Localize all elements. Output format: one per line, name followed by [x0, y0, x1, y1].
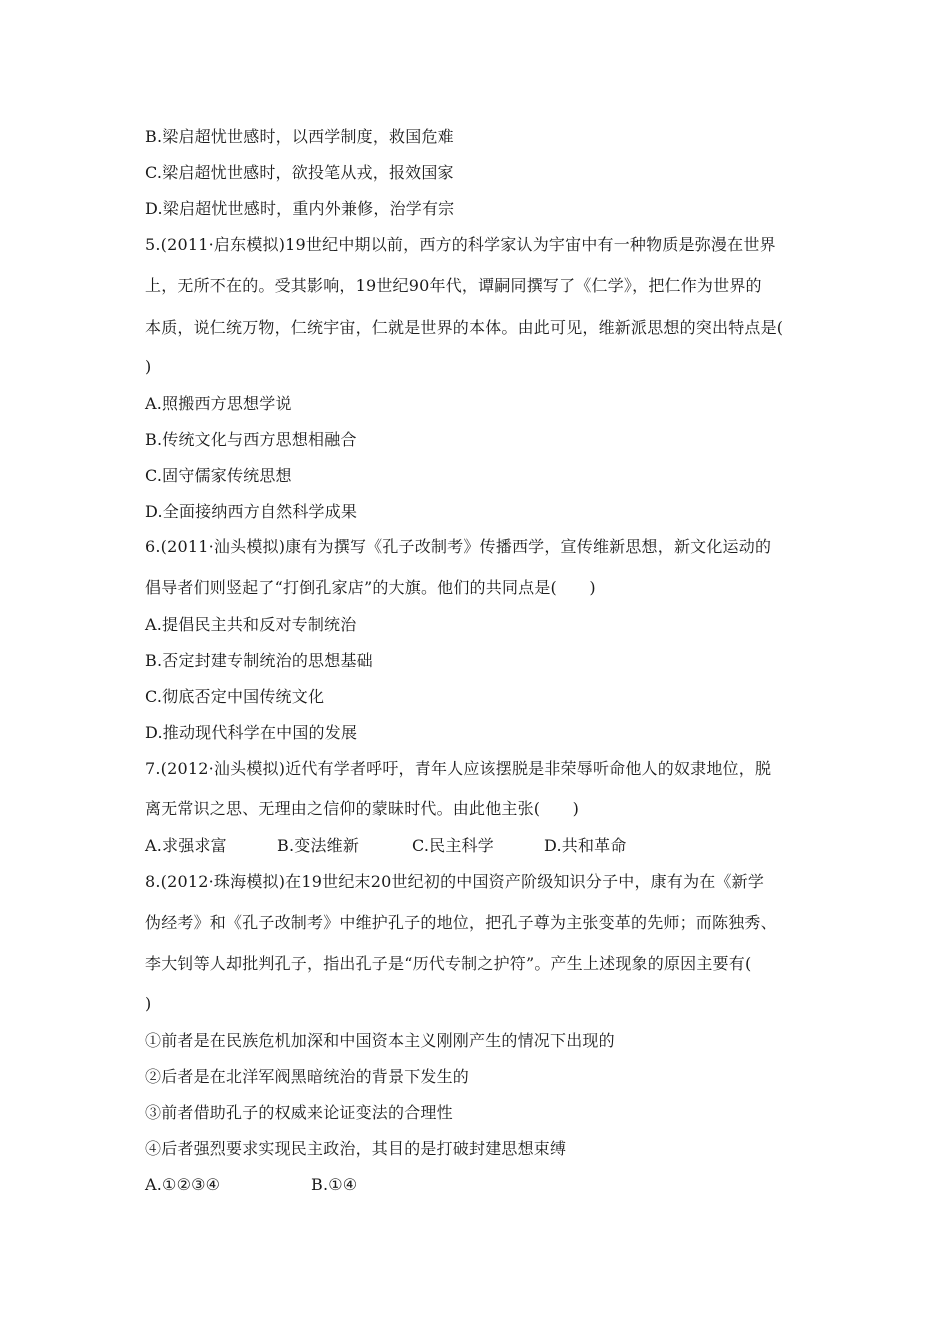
q8-statement-4: ④后者强烈要求实现民主政治，其目的是打破封建思想束缚 [145, 1139, 567, 1158]
q5-stem-line-1: 5.(2011·启东模拟)19世纪中期以前，西方的科学家认为宇宙中有一种物质是弥漫在世界 [145, 235, 776, 254]
q8-option-a: A.①②③④ [145, 1175, 221, 1194]
q8-stem-line-3: 李大钊等人却批判孔子，指出孔子是“历代专制之护符”。产生上述现象的原因主要有( [145, 954, 752, 973]
q5-stem-line-3: 本质，说仁统万物，仁统宇宙，仁就是世界的本体。由此可见，维新派思想的突出特点是( [145, 318, 784, 337]
q8-stem-line-1: 8.(2012·珠海模拟)在19世纪末20世纪初的中国资产阶级知识分子中，康有为在《新学 [145, 872, 765, 891]
q7-stem-line-2: 离无常识之思、无理由之信仰的蒙昧时代。由此他主张( ) [145, 799, 580, 818]
q6-stem-line-2: 倡导者们则竖起了“打倒孔家店”的大旗。他们的共同点是( ) [145, 578, 596, 597]
q7-stem-line-1: 7.(2012·汕头模拟)近代有学者呼吁，青年人应该摆脱是非荣辱听命他人的奴隶地位，脱 [145, 759, 772, 778]
q8-statement-2: ②后者是在北洋军阀黑暗统治的背景下发生的 [145, 1067, 470, 1086]
q7-option-d: D.共和革命 [544, 836, 627, 855]
q6-option-d: D.推动现代科学在中国的发展 [145, 723, 358, 742]
q5-option-b: B.传统文化与西方思想相融合 [145, 430, 357, 449]
q5-option-a: A.照搬西方思想学说 [145, 394, 292, 413]
q8-option-b: B.①④ [311, 1175, 358, 1194]
q6-option-a: A.提倡民主共和反对专制统治 [145, 615, 357, 634]
q4-option-d: D.梁启超忧世感时，重内外兼修，治学有宗 [145, 199, 455, 218]
q5-stem-line-4: ) [145, 357, 152, 376]
q8-stem-line-2: 伪经考》和《孔子改制考》中维护孔子的地位，把孔子尊为主张变革的先师；而陈独秀、 [145, 913, 777, 932]
q7-option-a: A.求强求富 [145, 836, 227, 855]
q8-statement-3: ③前者借助孔子的权威来论证变法的合理性 [145, 1103, 453, 1122]
q7-options-row [145, 836, 627, 856]
q8-statement-1: ①前者是在民族危机加深和中国资本主义刚刚产生的情况下出现的 [145, 1031, 615, 1050]
q4-option-b: B.梁启超忧世感时，以西学制度，救国危难 [145, 127, 454, 146]
q6-option-b: B.否定封建专制统治的思想基础 [145, 651, 373, 670]
q5-stem-line-2: 上，无所不在的。受其影响，19世纪90年代，谭嗣同撰写了《仁学》，把仁作为世界的 [145, 276, 762, 295]
q8-stem-line-4: ) [145, 994, 152, 1013]
q5-option-c: C.固守儒家传统思想 [145, 466, 292, 485]
q5-option-d: D.全面接纳西方自然科学成果 [145, 502, 358, 521]
q4-option-c: C.梁启超忧世感时，欲投笔从戎，报效国家 [145, 163, 454, 182]
q6-option-c: C.彻底否定中国传统文化 [145, 687, 325, 706]
q6-stem-line-1: 6.(2011·汕头模拟)康有为撰写《孔子改制考》传播西学，宣传维新思想，新文化运动的 [145, 537, 772, 556]
q8-options-row [145, 1175, 357, 1195]
q7-option-c: C.民主科学 [412, 836, 494, 855]
q7-option-b: B.变法维新 [277, 836, 360, 855]
